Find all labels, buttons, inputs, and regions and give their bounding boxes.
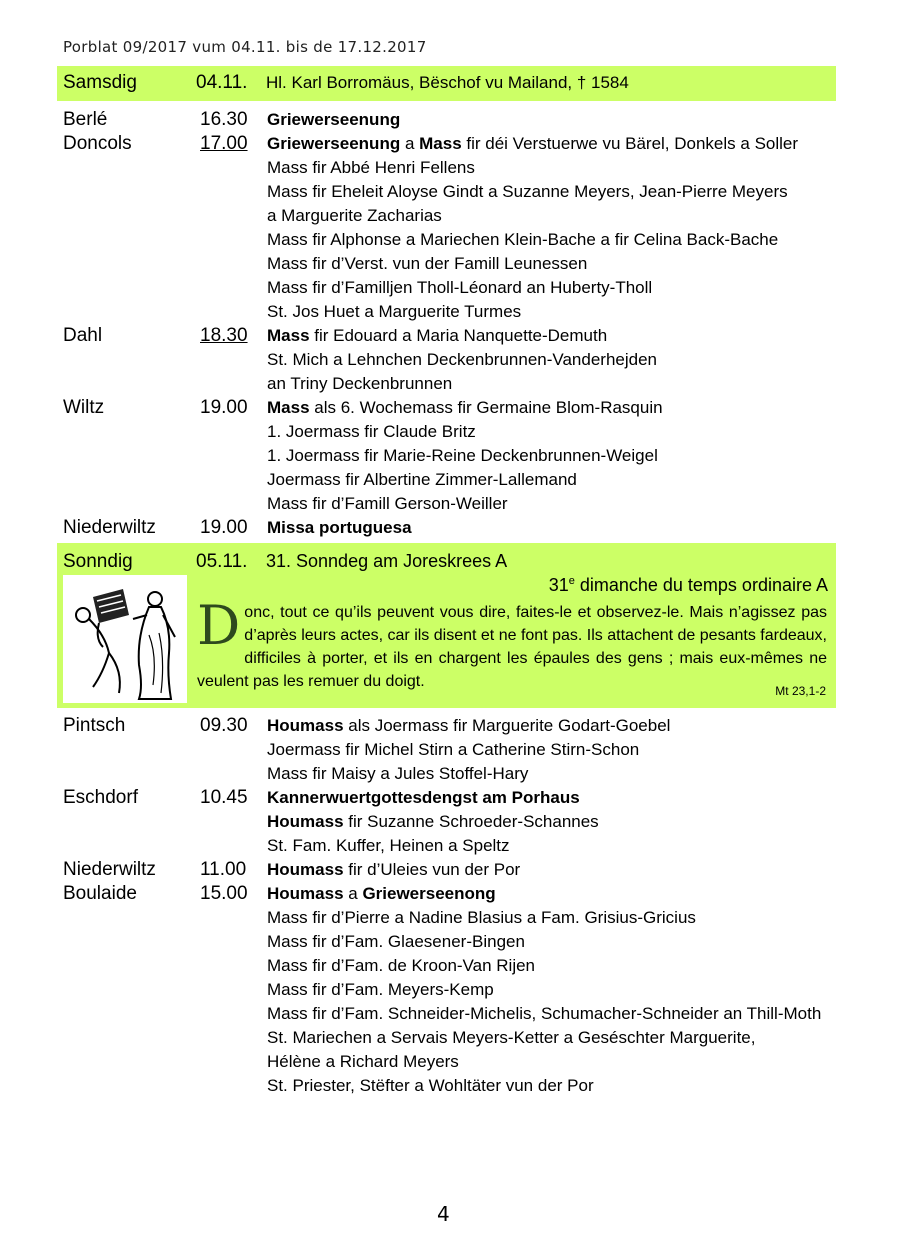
intention-line: Mass fir d’Famill Gerson-Weiller xyxy=(267,494,508,513)
mass-time: 09.30 xyxy=(200,715,248,736)
intention-line: Houmass als Joermass fir Marguerite Godart-Goebel xyxy=(267,716,671,735)
intention-line: Mass fir d’Fam. Glaesener-Bingen xyxy=(267,932,525,951)
intentions xyxy=(267,324,837,396)
intention-line: Mass fir d’Fam. de Kroon-Van Rijen xyxy=(267,956,536,975)
intention-line: Kannerwuertgottesdengst am Porhaus xyxy=(267,788,580,807)
intention-line: Mass fir Edouard a Maria Nanquette-Demuth xyxy=(267,326,608,345)
mass-time: 15.00 xyxy=(200,883,248,904)
scripture-reference: Mt 23,1-2 xyxy=(775,684,826,698)
intentions xyxy=(267,786,837,858)
intentions xyxy=(267,396,837,516)
place-name: Niederwiltz xyxy=(63,517,156,538)
intention-line: Missa portuguesa xyxy=(267,518,412,537)
intentions xyxy=(267,858,837,882)
intention-line: Griewerseenung a Mass fir déi Verstuerwe vu Bärel, Donkels a Soller xyxy=(267,134,799,153)
intentions xyxy=(267,516,837,540)
day-label: Sonndig xyxy=(63,551,133,572)
page-header: Porblat 09/2017 vum 04.11. bis de 17.12.2017 xyxy=(63,38,427,56)
intention-line: Houmass a Griewerseenong xyxy=(267,884,496,903)
date-label: 05.11. xyxy=(196,551,248,572)
intention-line: Griewerseenung xyxy=(267,110,401,129)
date-label: 04.11. xyxy=(196,72,248,93)
mass-time: 10.45 xyxy=(200,787,248,808)
intention-line: St. Priester, Stëfter a Wohltäter vun der Por xyxy=(267,1076,594,1095)
day-label: Samsdig xyxy=(63,72,137,93)
place-name: Berlé xyxy=(63,109,108,130)
gospel-quote: Donc, tout ce qu’ils peuvent vous dire, faites-le et observez-le. Mais n’agissez pas d’après leurs actes, car ils disent et ne font pas. Ils attachent de pesants fardeaux, difficiles à porter, et ils en chargent les épaules des gens ; mais eux-mêmes ne veulent pas les remuer du doigt. xyxy=(197,594,827,690)
intention-line: Houmass fir Suzanne Schroeder-Schannes xyxy=(267,812,599,831)
intention-line: St. Fam. Kuffer, Heinen a Speltz xyxy=(267,836,510,855)
drop-cap: D xyxy=(197,594,241,657)
intention-line: Mass fir d’Familljen Tholl-Léonard an Huberty-Tholl xyxy=(267,278,653,297)
intention-line: Hélène a Richard Meyers xyxy=(267,1052,459,1071)
intention-line: St. Mariechen a Servais Meyers-Ketter a Geséschter Marguerite, xyxy=(267,1028,756,1047)
intention-line: Joermass fir Michel Stirn a Catherine Stirn-Schon xyxy=(267,740,640,759)
intention-line: 1. Joermass fir Marie-Reine Deckenbrunnen-Weigel xyxy=(267,446,658,465)
intention-line: Mass fir d’Verst. vun der Famill Leunessen xyxy=(267,254,588,273)
place-name: Dahl xyxy=(63,325,103,346)
feast-subtitle: 31e dimanche du temps ordinaire A xyxy=(548,575,828,595)
intentions xyxy=(267,132,837,324)
place-name: Wiltz xyxy=(63,397,105,418)
intention-line: Mass fir Alphonse a Mariechen Klein-Bache a fir Celina Back-Bache xyxy=(267,230,779,249)
intention-line: Mass fir Maisy a Jules Stoffel-Hary xyxy=(267,764,529,783)
mass-time: 18.30 xyxy=(200,325,248,346)
intention-line: Mass fir d’Fam. Schneider-Michelis, Schumacher-Schneider an Thill-Moth xyxy=(267,1004,822,1023)
intention-line: St. Mich a Lehnchen Deckenbrunnen-Vanderhejden xyxy=(267,350,658,369)
intention-line: St. Jos Huet a Marguerite Turmes xyxy=(267,302,522,321)
intention-line: Houmass fir d’Uleies vun der Por xyxy=(267,860,521,879)
mass-time: 11.00 xyxy=(200,859,247,880)
intention-line: Joermass fir Albertine Zimmer-Lallemand xyxy=(267,470,577,489)
mass-time: 16.30 xyxy=(200,109,248,130)
intention-line: Mass fir d’Fam. Meyers-Kemp xyxy=(267,980,494,999)
intentions xyxy=(267,714,837,786)
intentions xyxy=(267,882,837,1098)
feast-title: 31. Sonndeg am Joreskrees A xyxy=(266,551,508,571)
place-name: Doncols xyxy=(63,133,132,154)
sunday-band xyxy=(57,543,836,708)
place-name: Boulaide xyxy=(63,883,137,904)
intention-line: Mass als 6. Wochemass fir Germaine Blom-Rasquin xyxy=(267,398,663,417)
intention-line: 1. Joermass fir Claude Britz xyxy=(267,422,476,441)
intentions xyxy=(267,108,837,132)
saturday-band xyxy=(57,66,836,101)
illustration-icon xyxy=(63,575,187,703)
intention-line: Mass fir Eheleit Aloyse Gindt a Suzanne Meyers, Jean-Pierre Meyers xyxy=(267,182,788,201)
place-name: Pintsch xyxy=(63,715,126,736)
intention-line: Mass fir Abbé Henri Fellens xyxy=(267,158,475,177)
feast-title: Hl. Karl Borromäus, Bëschof vu Mailand, † 1584 xyxy=(266,73,629,92)
intention-line: a Marguerite Zacharias xyxy=(267,206,442,225)
place-name: Niederwiltz xyxy=(63,859,156,880)
mass-time: 17.00 xyxy=(200,133,248,154)
place-name: Eschdorf xyxy=(63,787,138,808)
intention-line: Mass fir d’Pierre a Nadine Blasius a Fam. Grisius-Gricius xyxy=(267,908,696,927)
intention-line: an Triny Deckenbrunnen xyxy=(267,374,453,393)
mass-time: 19.00 xyxy=(200,397,248,418)
page-number: 4 xyxy=(437,1202,450,1226)
mass-time: 19.00 xyxy=(200,517,248,538)
